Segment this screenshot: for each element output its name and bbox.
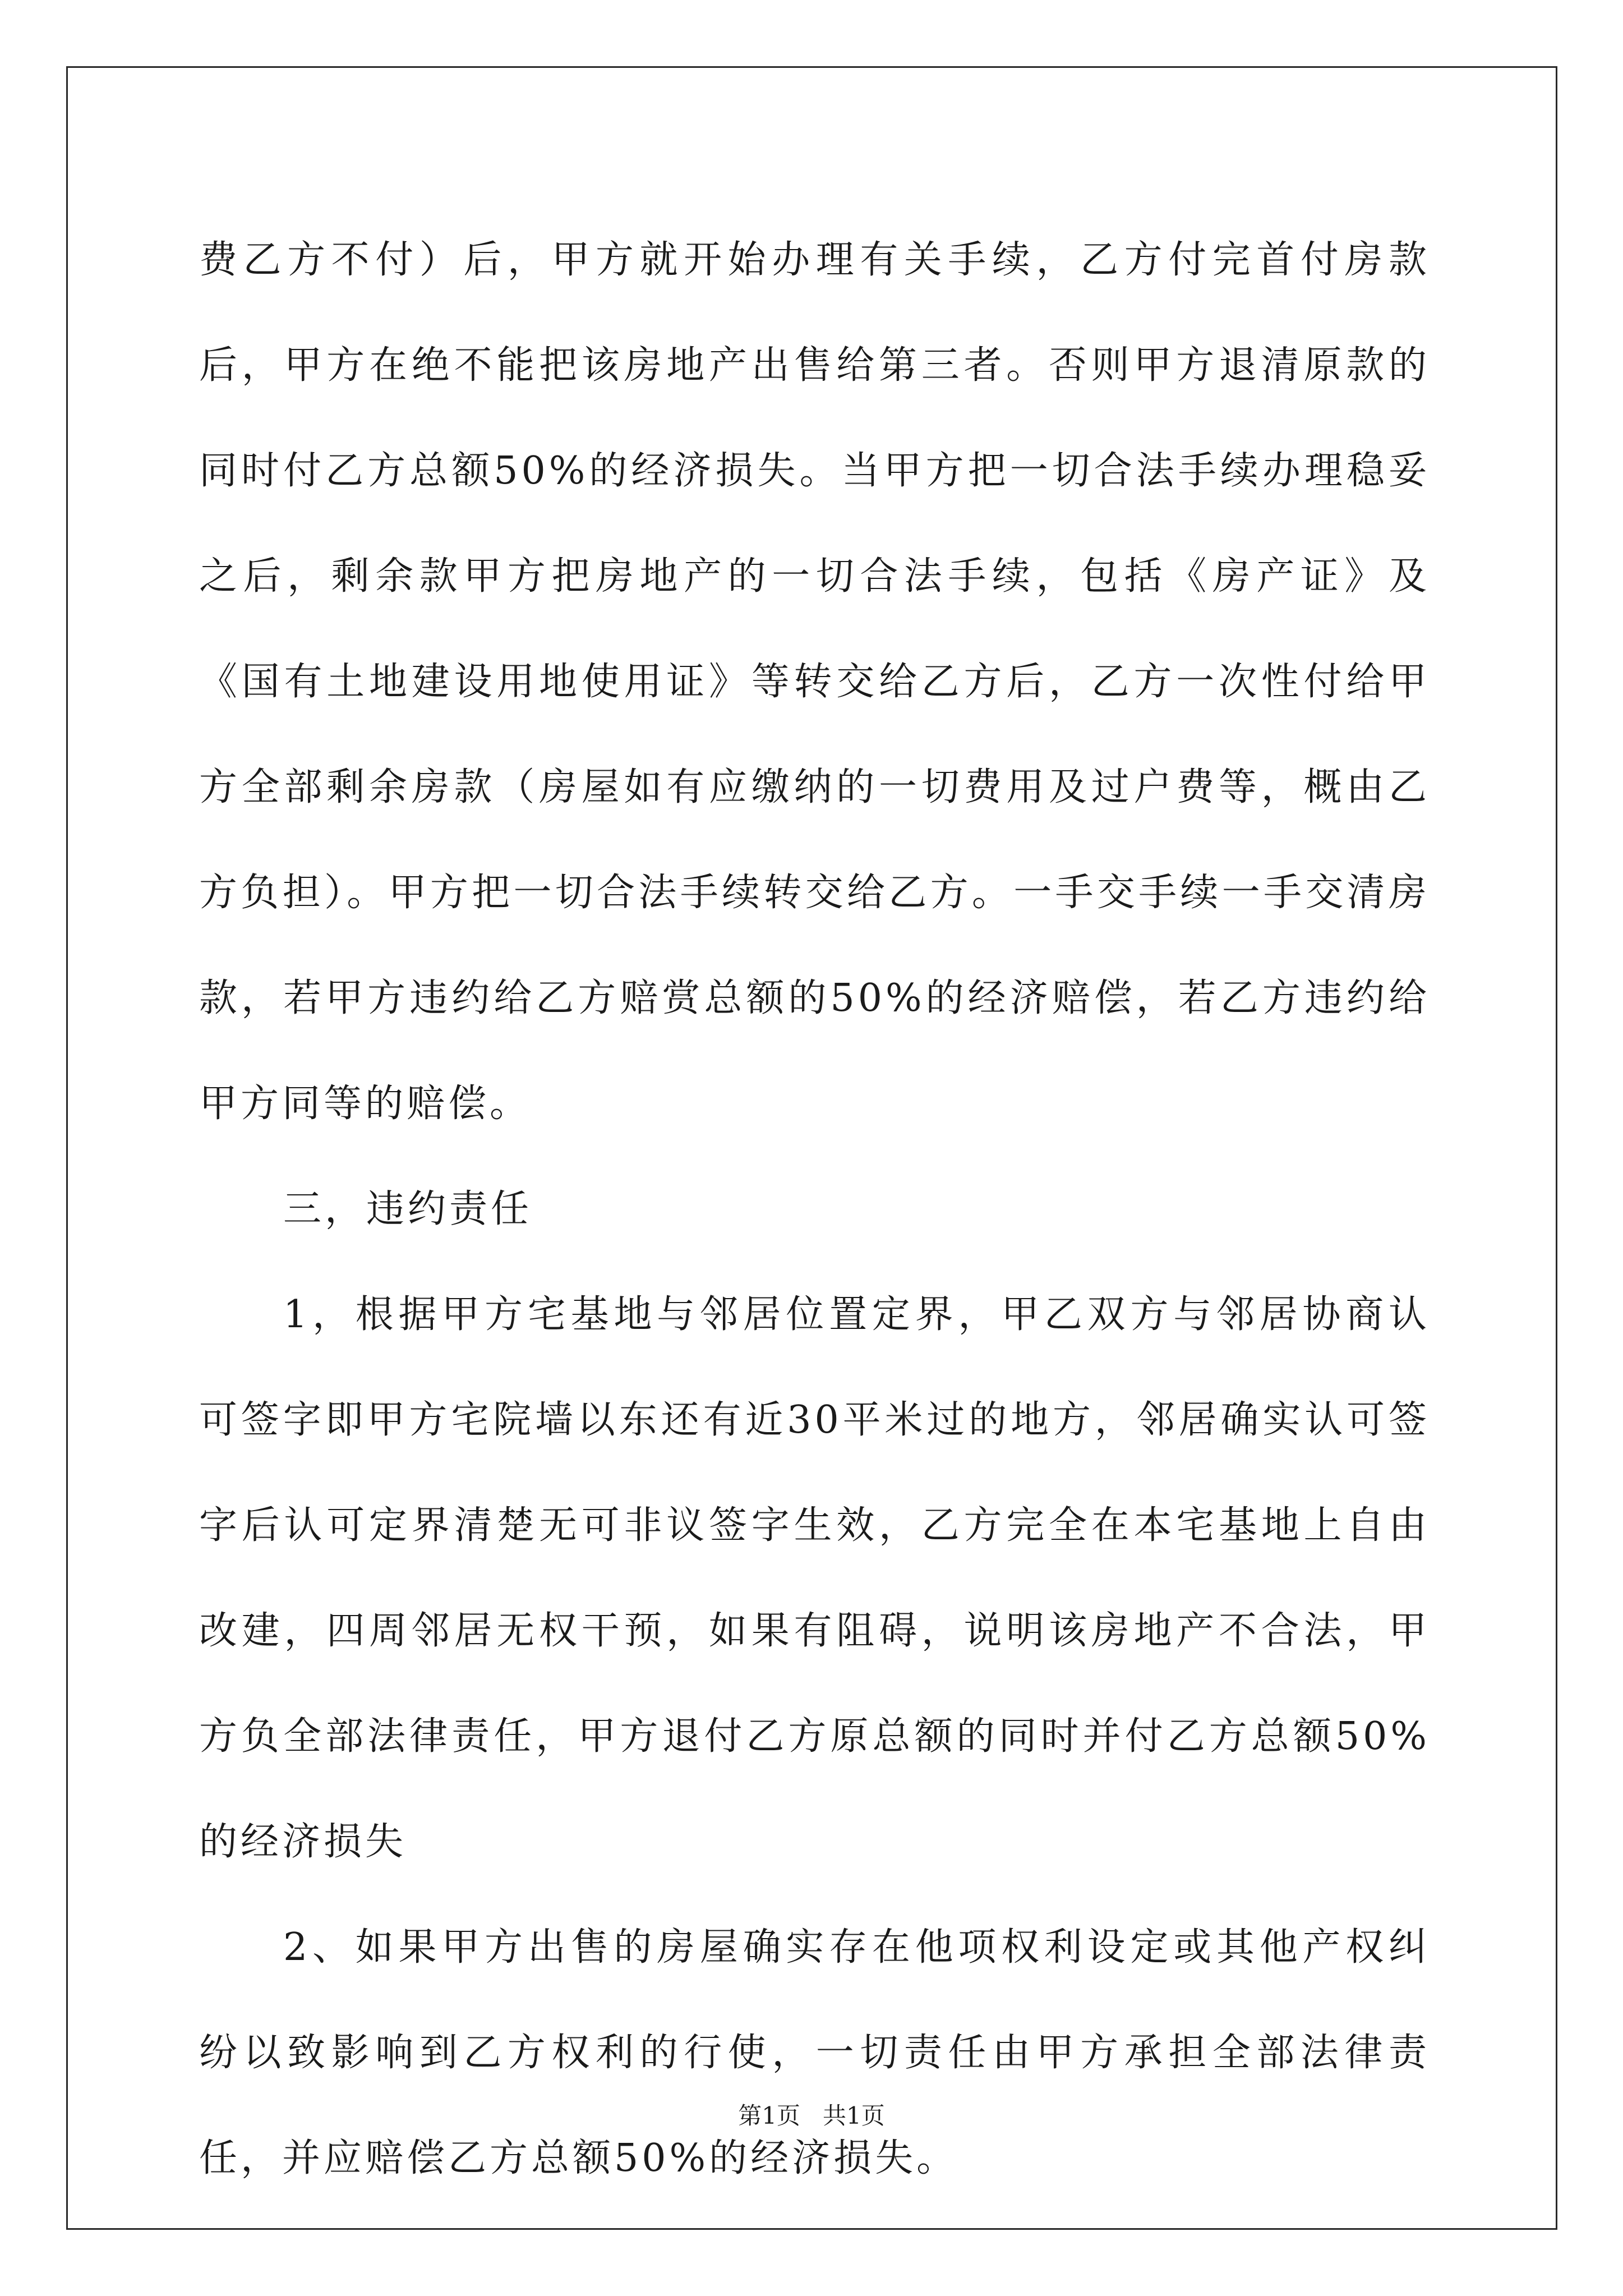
page-footer <box>0 2099 1623 2133</box>
page-number-current: 第1页 <box>738 2102 800 2129</box>
paragraph-payment-terms: 费乙方不付）后，甲方就开始办理有关手续，乙方付完首付房款后，甲方在绝不能把该房地产出售给第三者。否则甲方退清原款的同时付乙方总额50%的经济损失。当甲方把一切合法手续办理稳妥之后，剩余款甲方把房地产的一切合法手续，包括《房产证》及《国有土地建设用地使用证》等转交给乙方后，乙方一次性付给甲方全部剩余房款（房屋如有应缴纳的一切费用及过户费等，概由乙方负担）。甲方把一切合法手续转交给乙方。一手交手续一手交清房款，若甲方违约给乙方赔赏总额的50%的经济赔偿，若乙方违约给甲方同等的赔偿。 <box>199 238 1430 1126</box>
document-body <box>199 208 1430 2211</box>
section-heading-breach-liability: 三，违约责任 <box>283 1187 533 1231</box>
page-number-total: 共1页 <box>823 2102 885 2129</box>
paragraph-clause-2: 2、如果甲方出售的房屋确实存在他项权利设定或其他产权纠纷以致影响到乙方权利的行使，一切责任由甲方承担全部法律责任，并应赔偿乙方总额50%的经济损失。 <box>199 1925 1430 2180</box>
paragraph-clause-1: 1，根据甲方宅基地与邻居位置定界，甲乙双方与邻居协商认可签字即甲方宅院墙以东还有近30平米过的地方，邻居确实认可签字后认可定界清楚无可非议签字生效，乙方完全在本宅基地上自由改建，四周邻居无权干预，如果有阻碍，说明该房地产不合法，甲方负全部法律责任，甲方退付乙方原总额的同时并付乙方总额50%的经济损失 <box>199 1292 1430 1864</box>
